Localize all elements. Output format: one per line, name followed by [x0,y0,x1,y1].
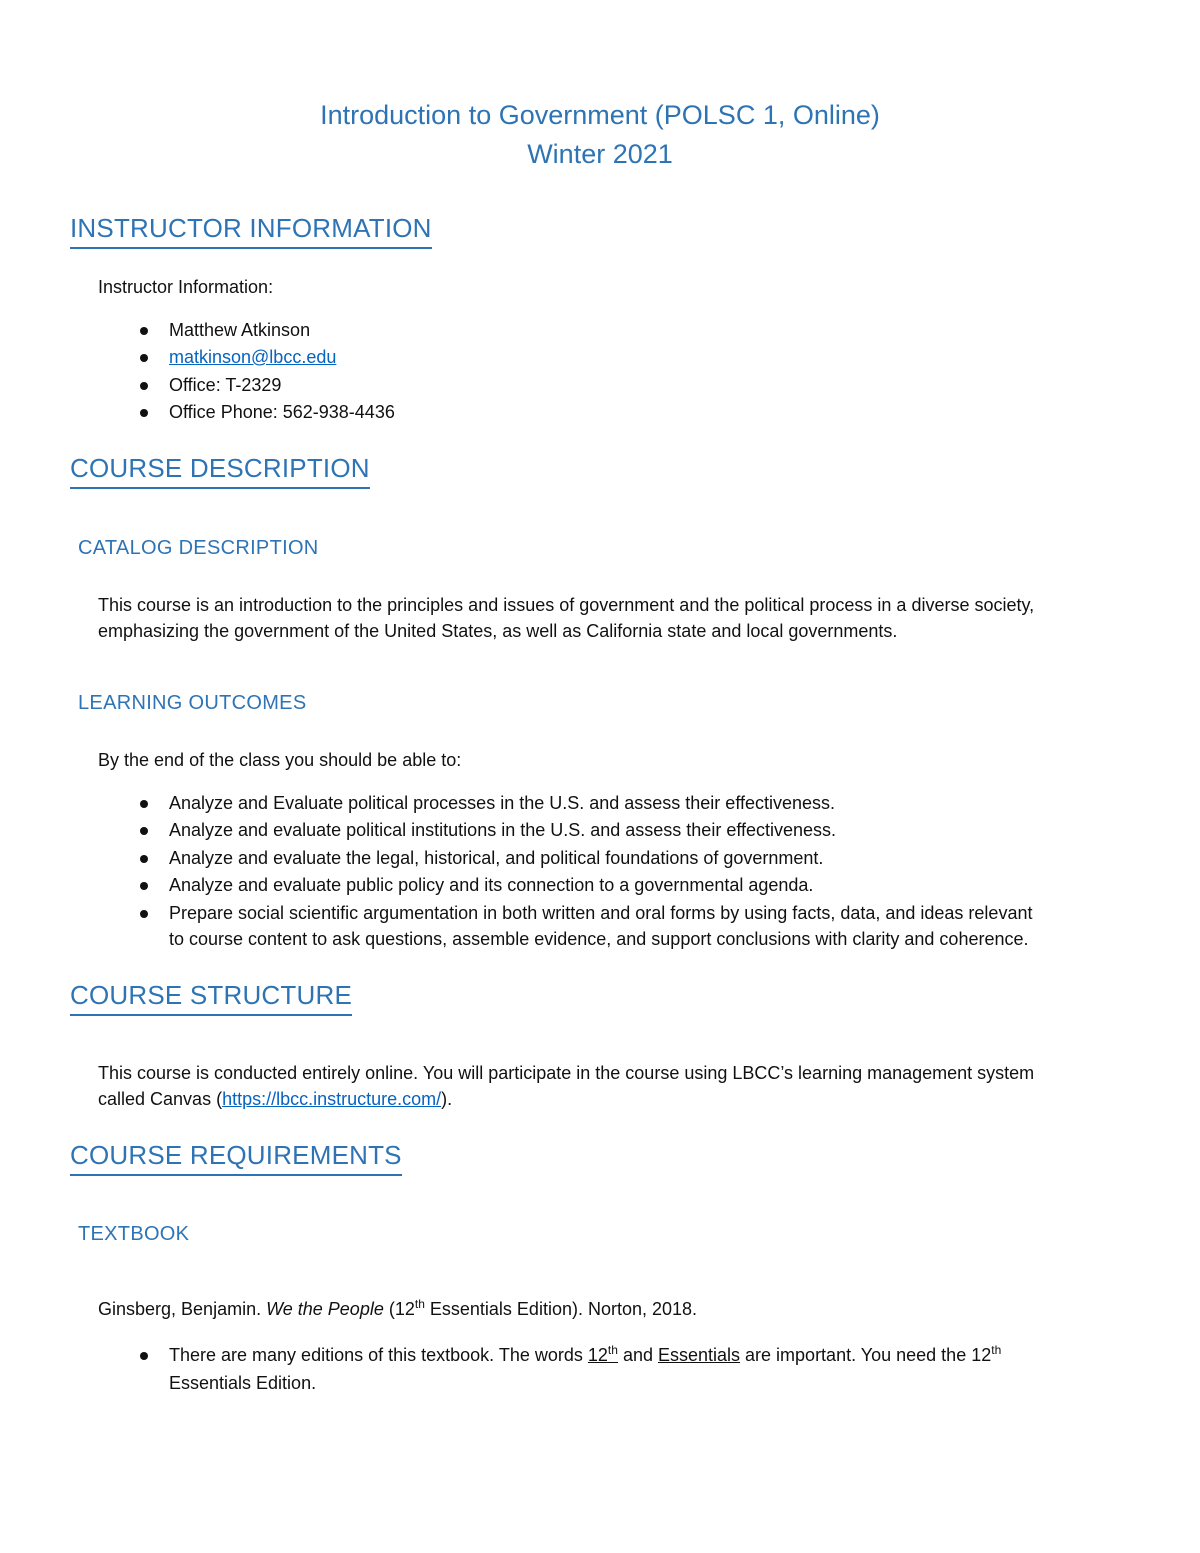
instructor-email-item [169,345,336,370]
document-title: Introduction to Government (POLSC 1, Online) [320,100,880,130]
course-structure-prefix: called Canvas ( [98,1089,223,1109]
textbook-note-line-2: Essentials Edition. [169,1373,317,1393]
bullet-icon [140,409,148,417]
learning-outcome-item: Prepare social scientific argumentation in both written and oral forms by using facts, data, and ideas relevant [169,903,1033,923]
course-structure-suffix: ). [441,1089,453,1109]
bullet-icon [140,382,148,390]
bullet-icon [140,827,148,835]
learning-outcome-item-continued: to course content to ask questions, assemble evidence, and support conclusions with clarity and coherence. [169,929,1029,949]
bullet-icon [140,910,148,918]
note-u1: 12 [587,1345,608,1365]
heading-learning-outcomes: LEARNING OUTCOMES [78,692,307,714]
citation-sup: th [414,1297,425,1311]
learning-outcome-item: Analyze and Evaluate political processes in the U.S. and assess their effectiveness. [169,793,836,813]
canvas-link[interactable]: https://lbcc.instructure.com/ [222,1089,442,1109]
instructor-intro: Instructor Information: [98,277,274,297]
instructor-email-link[interactable]: matkinson@lbcc.edu [169,347,337,367]
heading-course-requirements: COURSE REQUIREMENTS [70,1139,402,1176]
learning-outcome-item: Analyze and evaluate public policy and its connection to a governmental agenda. [169,875,814,895]
bullet-icon [140,882,148,890]
note-underlined-essentials: Essentials [657,1345,741,1365]
citation-author: Ginsberg, Benjamin. [98,1299,267,1319]
course-structure-line-1: This course is conducted entirely online. You will participate in the course using LBCC’s learning management system [98,1063,1035,1083]
textbook-citation [98,1297,697,1322]
bullet-icon [140,1352,148,1360]
citation-book-title: We the People [266,1299,384,1319]
note-text: There are many editions of this textbook. The words [169,1345,588,1365]
citation-edition-close: Essentials Edition). Norton, 2018. [424,1299,698,1319]
course-structure-line-2 [98,1087,452,1112]
heading-course-structure: COURSE STRUCTURE [70,979,352,1016]
heading-textbook: TEXTBOOK [78,1223,190,1245]
learning-outcome-item: Analyze and evaluate the legal, historical, and political foundations of government. [169,848,824,868]
document-term: Winter 2021 [527,139,673,169]
note-text: are important. You need the 12 [740,1345,992,1365]
catalog-description-line-1: This course is an introduction to the principles and issues of government and the political process in a diverse society, [98,595,1035,615]
instructor-office: Office: T-2329 [169,375,282,395]
textbook-note-line-1 [169,1343,1001,1368]
citation-edition-open: (12 [383,1299,415,1319]
learning-outcomes-intro: By the end of the class you should be able to: [98,750,462,770]
heading-catalog-description: CATALOG DESCRIPTION [78,537,319,559]
bullet-icon [140,327,148,335]
note-text: and [617,1345,658,1365]
heading-instructor-information: INSTRUCTOR INFORMATION [70,212,432,249]
learning-outcome-item: Analyze and evaluate political institutions in the U.S. and assess their effectiveness. [169,820,837,840]
instructor-name: Matthew Atkinson [169,320,311,340]
bullet-icon [140,354,148,362]
bullet-icon [140,855,148,863]
instructor-phone: Office Phone: 562-938-4436 [169,402,395,422]
bullet-icon [140,800,148,808]
note-sup: th [991,1343,1002,1357]
catalog-description-line-2: emphasizing the government of the United States, as well as California state and local governments. [98,621,898,641]
note-u1-sup: th [607,1343,618,1357]
note-underlined-12th [588,1345,618,1365]
heading-course-description: COURSE DESCRIPTION [70,452,370,489]
